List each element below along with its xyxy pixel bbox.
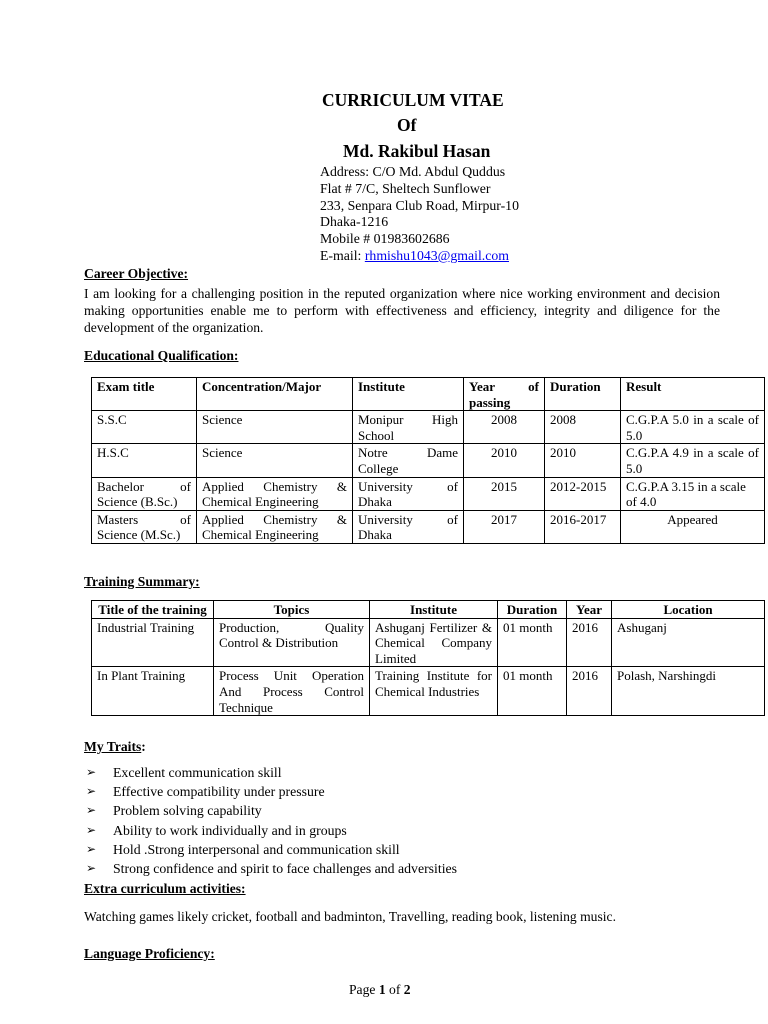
extra-curriculum-heading: Extra curriculum activities: xyxy=(84,881,246,896)
table-cell: Ashuganj Fertilizer & Chemical Company Limited xyxy=(370,618,498,667)
table-header-row xyxy=(92,601,765,619)
table-row xyxy=(92,667,765,716)
training-table xyxy=(91,600,765,716)
arrow-bullet-icon: ➢ xyxy=(85,784,97,799)
mobile-line: Mobile # 01983602686 xyxy=(320,231,450,247)
extra-curriculum-text: Watching games likely cricket, football and badminton, Travelling, reading book, listening music. xyxy=(84,909,616,924)
column-header: Duration xyxy=(498,601,567,619)
column-header: Institute xyxy=(353,378,464,411)
table-cell: 01 month xyxy=(498,667,567,716)
list-item xyxy=(84,859,724,878)
column-header: Exam title xyxy=(92,378,197,411)
address-block xyxy=(320,164,519,265)
table-cell: Notre Dame College xyxy=(353,444,464,477)
column-header: Duration xyxy=(545,378,621,411)
table-cell: 2008 xyxy=(545,411,621,444)
table-cell: Science xyxy=(197,411,353,444)
training-heading: Training Summary: xyxy=(84,574,200,589)
page-number xyxy=(349,982,411,998)
address-line: Address: C/O Md. Abdul Quddus xyxy=(320,164,506,179)
document-title: CURRICULUM VITAE xyxy=(322,90,504,110)
column-header: Result xyxy=(621,378,765,411)
table-cell: 2015 xyxy=(464,477,545,510)
trait-text: Effective compatibility under pressure xyxy=(113,784,325,800)
column-header: Title of the training xyxy=(92,601,214,619)
traits-heading-colon: : xyxy=(141,739,146,754)
table-row xyxy=(92,618,765,667)
arrow-bullet-icon: ➢ xyxy=(85,765,97,779)
career-objective-text: I am looking for a challenging position in the reputed organization where nice working environment and decision making opportunities enable me to perform with effectiveness and efficiency, integrity and diligence for the development of the organization. xyxy=(84,286,720,335)
table-header-row xyxy=(92,378,765,411)
table-row xyxy=(92,510,765,543)
table-cell: C.G.P.A 4.9 in a scale of 5.0 xyxy=(621,444,765,477)
table-cell: 2008 xyxy=(464,411,545,444)
column-header: Concentration/Major xyxy=(197,378,353,411)
table-cell: 2016-2017 xyxy=(545,510,621,543)
education-table xyxy=(91,377,765,544)
column-header: Institute xyxy=(370,601,498,619)
title-of: Of xyxy=(397,115,417,135)
table-cell: 2017 xyxy=(464,510,545,543)
column-header: Year xyxy=(567,601,612,619)
table-cell: In Plant Training xyxy=(92,667,214,716)
table-cell: Training Institute for Chemical Industries xyxy=(370,667,498,716)
table-cell: 2016 xyxy=(567,667,612,716)
traits-list xyxy=(84,763,724,878)
address-line: Dhaka-1216 xyxy=(320,214,389,230)
column-header: Topics xyxy=(214,601,370,619)
table-cell: Polash, Narshingdi xyxy=(612,667,765,716)
traits-heading: My Traits xyxy=(84,739,142,754)
table-row xyxy=(92,411,765,444)
candidate-name: Md. Rakibul Hasan xyxy=(343,141,491,161)
email-label: E-mail: xyxy=(320,247,365,263)
trait-text: Hold .Strong interpersonal and communication skill xyxy=(113,841,400,857)
trait-text: Ability to work individually and in groups xyxy=(113,822,347,838)
career-objective-heading: Career Objective: xyxy=(84,266,189,281)
table-cell: Industrial Training xyxy=(92,618,214,667)
table-cell: Bachelor of Science (B.Sc.) xyxy=(92,477,197,510)
arrow-bullet-icon: ➢ xyxy=(85,803,97,818)
trait-text: Problem solving capability xyxy=(113,803,262,819)
table-cell: 2012-2015 xyxy=(545,477,621,510)
table-cell: Ashuganj xyxy=(612,618,765,667)
arrow-bullet-icon: ➢ xyxy=(85,860,97,875)
page-current: 1 xyxy=(378,982,386,997)
list-item xyxy=(84,840,724,859)
table-cell: Masters of Science (M.Sc.) xyxy=(92,510,197,543)
trait-text: Excellent communication skill xyxy=(113,765,282,780)
page-total: 2 xyxy=(403,982,411,997)
table-cell: Process Unit Operation And Process Control Technique xyxy=(214,667,370,716)
education-heading: Educational Qualification: xyxy=(84,348,239,363)
table-cell: C.G.P.A 5.0 in a scale of 5.0 xyxy=(621,411,765,444)
table-cell: 2016 xyxy=(567,618,612,667)
table-cell: 2010 xyxy=(464,444,545,477)
table-cell: University of Dhaka xyxy=(353,477,464,510)
table-cell: Monipur High School xyxy=(353,411,464,444)
list-item xyxy=(84,763,724,782)
address-line: 233, Senpara Club Road, Mirpur-10 xyxy=(320,197,519,213)
table-row xyxy=(92,477,765,510)
list-item xyxy=(84,801,724,820)
arrow-bullet-icon: ➢ xyxy=(85,841,97,856)
table-row xyxy=(92,444,765,477)
address-line: Flat # 7/C, Sheltech Sunflower xyxy=(320,180,491,196)
table-cell: Applied Chemistry & Chemical Engineering xyxy=(197,510,353,543)
list-item xyxy=(84,782,724,801)
table-cell: C.G.P.A 3.15 in a scale of 4.0 xyxy=(621,477,765,510)
trait-text: Strong confidence and spirit to face challenges and adversities xyxy=(113,860,458,876)
page-of-label: of xyxy=(385,982,404,997)
traits-heading-wrap xyxy=(84,739,146,755)
arrow-bullet-icon: ➢ xyxy=(85,822,97,837)
table-cell: Applied Chemistry & Chemical Engineering xyxy=(197,477,353,510)
list-item xyxy=(84,821,724,840)
column-header: Year of passing xyxy=(464,378,545,411)
table-cell: University of Dhaka xyxy=(353,510,464,543)
email-line xyxy=(320,248,519,265)
page-label: Page xyxy=(349,982,379,997)
table-cell: 01 month xyxy=(498,618,567,667)
table-cell: Production, Quality Control & Distribution xyxy=(214,618,370,667)
table-cell: 2010 xyxy=(545,444,621,477)
column-header: Location xyxy=(612,601,765,619)
table-cell: Appeared xyxy=(621,510,765,543)
email-link[interactable]: rhmishu1043@gmail.com xyxy=(364,247,509,263)
table-cell: Science xyxy=(197,444,353,477)
language-heading: Language Proficiency: xyxy=(84,946,215,961)
table-cell: S.S.C xyxy=(92,411,197,444)
table-cell: H.S.C xyxy=(92,444,197,477)
